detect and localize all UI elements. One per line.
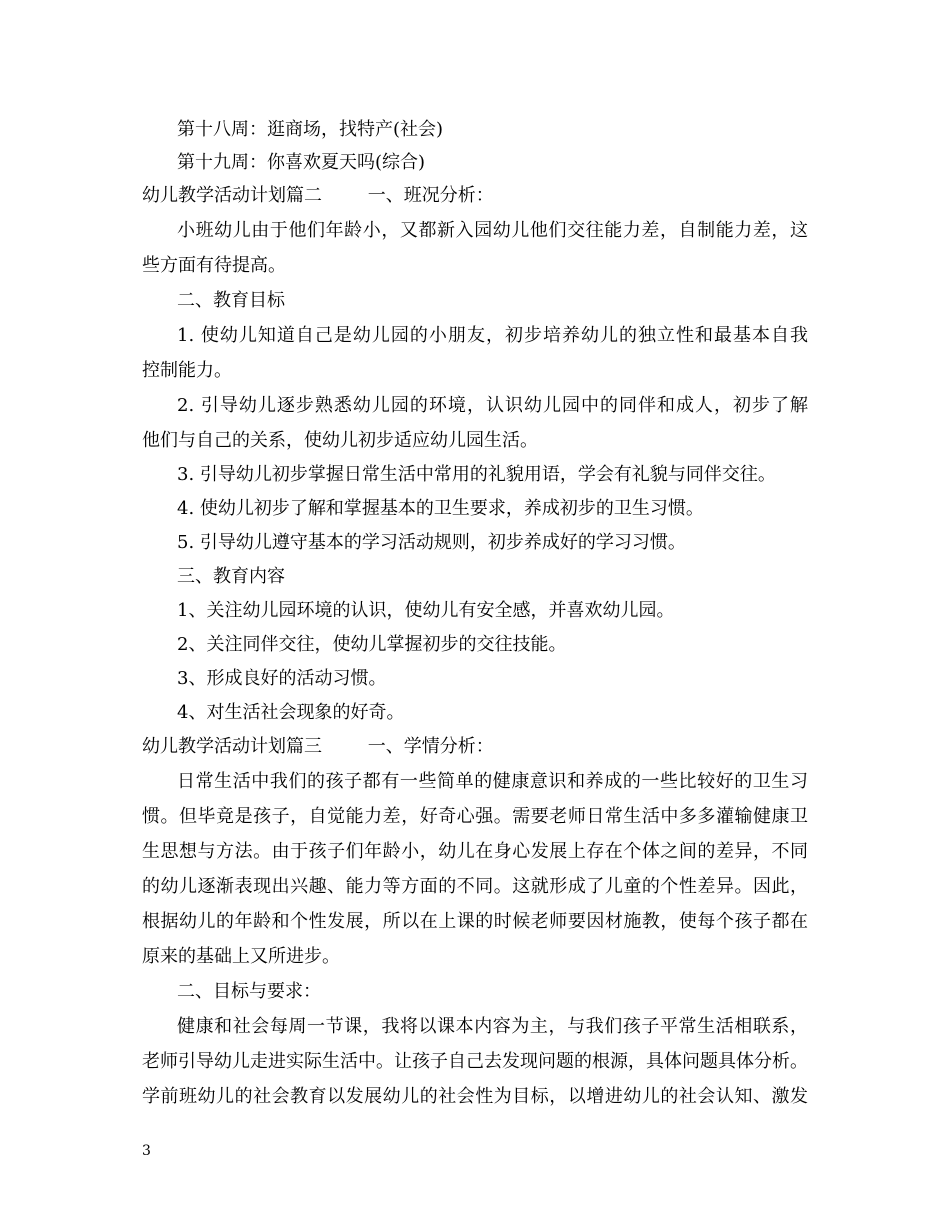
list-item: 1. 使幼儿知道自己是幼儿园的小朋友，初步培养幼儿的独立性和最基本自我 (177, 325, 808, 346)
list-item: 2、关注同伴交往，使幼儿掌握初步的交往技能。 (177, 634, 567, 655)
text-line: 第十八周：逛商场，找特产(社会) (177, 119, 444, 140)
text-line: 健康和社会每周一节课，我将以课本内容为主，与我们孩子平常生活相联系， (177, 1016, 808, 1037)
list-item: 5. 引导幼儿遵守基本的学习活动规则，初步养成好的学习习惯。 (177, 532, 686, 553)
section-heading: 幼儿教学活动计划篇二 一、班况分析： (142, 185, 494, 206)
text-line: 生思想与方法。由于孩子们年龄小，幼儿在身心发展上存在个体之间的差异，不同 (142, 841, 808, 862)
text-line: 控制能力。 (142, 360, 232, 381)
text-line: 些方面有待提高。 (142, 255, 286, 276)
subsection-heading: 三、教育内容 (177, 566, 285, 587)
section-heading: 幼儿教学活动计划篇三 一、学情分析： (142, 736, 494, 757)
list-item: 4、对生活社会现象的好奇。 (177, 702, 405, 723)
text-line: 的幼儿逐渐表现出兴趣、能力等方面的不同。这就形成了儿童的个性差异。因此， (142, 876, 808, 897)
list-item: 3. 引导幼儿初步掌握日常生活中常用的礼貌用语，学会有礼貌与同伴交往。 (177, 464, 776, 485)
text-line: 惯。但毕竟是孩子，自觉能力差，好奇心强。需要老师日常生活中多多灌输健康卫 (142, 806, 808, 827)
list-item: 1、关注幼儿园环境的认识，使幼儿有安全感，并喜欢幼儿园。 (177, 600, 675, 621)
text-line: 根据幼儿的年龄和个性发展，所以在上课的时候老师要因材施教，使每个孩子都在 (142, 911, 808, 932)
subsection-heading: 二、教育目标 (177, 290, 285, 311)
text-line: 老师引导幼儿走进实际生活中。让孩子自己去发现问题的根源，具体问题具体分析。 (142, 1051, 808, 1072)
subsection-heading: 二、目标与要求： (177, 981, 321, 1002)
text-line: 他们与自己的关系，使幼儿初步适应幼儿园生活。 (142, 430, 538, 451)
text-line: 小班幼儿由于他们年龄小，又都新入园幼儿他们交往能力差，自制能力差，这 (177, 220, 808, 241)
list-item: 3、形成良好的活动习惯。 (177, 668, 387, 689)
text-line: 日常生活中我们的孩子都有一些简单的健康意识和养成的一些比较好的卫生习 (177, 771, 808, 792)
text-line: 原来的基础上又所进步。 (142, 946, 340, 967)
page-number: 3 (142, 1143, 151, 1159)
list-item: 2. 引导幼儿逐步熟悉幼儿园的环境，认识幼儿园中的同伴和成人，初步了解 (177, 395, 808, 416)
text-line: 第十九周：你喜欢夏天吗(综合) (177, 152, 426, 173)
text-line: 学前班幼儿的社会教育以发展幼儿的社会性为目标，以增进幼儿的社会认知、激发 (142, 1086, 808, 1107)
list-item: 4. 使幼儿初步了解和掌握基本的卫生要求，养成初步的卫生习惯。 (177, 498, 704, 519)
